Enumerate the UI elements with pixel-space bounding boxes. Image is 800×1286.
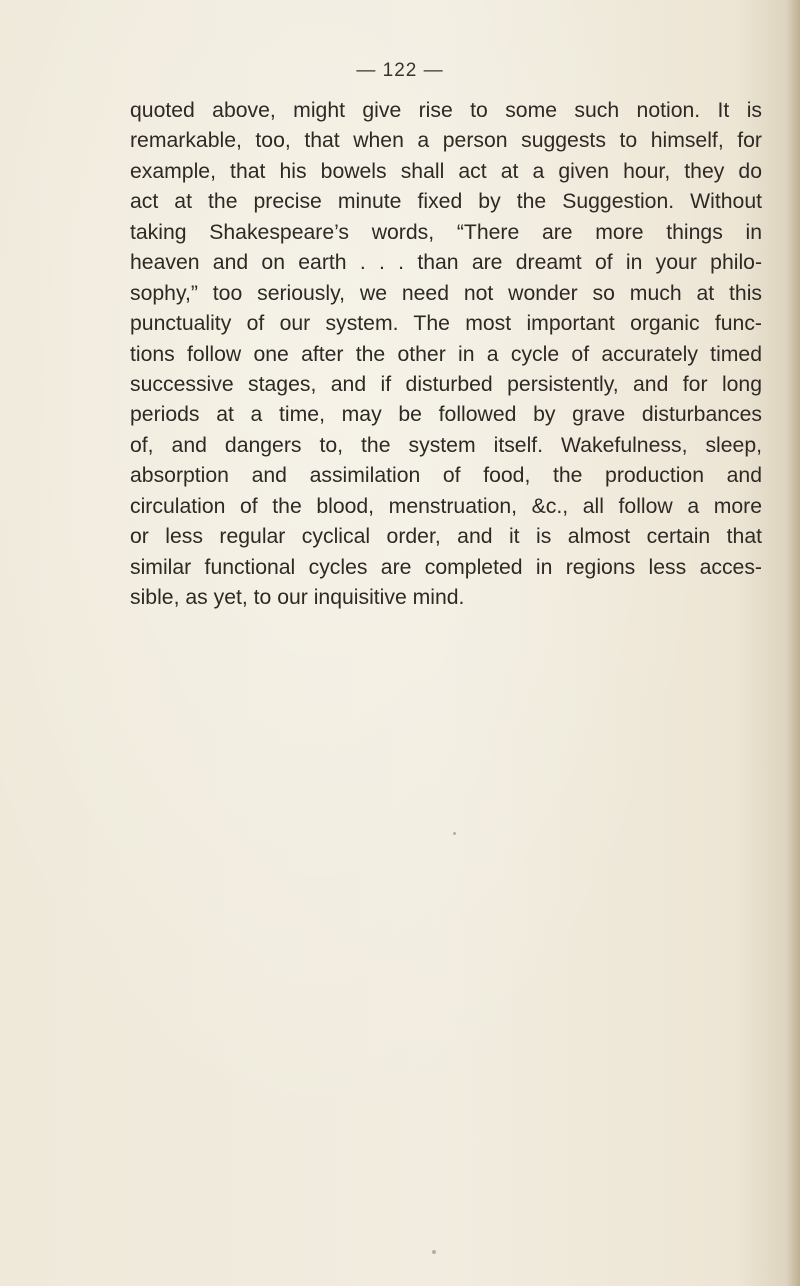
text-line: periods at a time, may be followed by grave disturbances bbox=[130, 403, 762, 427]
text-line: sophy,” too seriously, we need not wonder so much at this bbox=[130, 281, 762, 305]
text-line: of, and dangers to, the system itself. Wakefulness, sleep, bbox=[130, 433, 762, 457]
text-line: sible, as yet, to our inquisitive mind. bbox=[130, 586, 465, 609]
page-number: — 122 — bbox=[356, 60, 444, 81]
page-edge-shadow bbox=[786, 0, 800, 1286]
body-paragraph bbox=[130, 96, 762, 613]
paper-speck bbox=[432, 1250, 436, 1254]
text-line: quoted above, might give rise to some such notion. It is bbox=[130, 99, 762, 122]
text-line: remarkable, too, that when a person suggests to himself, for bbox=[130, 129, 762, 153]
text-line: similar functional cycles are completed in regions less acces- bbox=[130, 555, 762, 579]
text-line: taking Shakespeare’s words, “There are more things in bbox=[130, 220, 762, 244]
text-line: example, that his bowels shall act at a given hour, they do bbox=[130, 159, 762, 183]
text-line: absorption and assimilation of food, the production and bbox=[130, 464, 762, 488]
text-line: or less regular cyclical order, and it is almost certain that bbox=[130, 525, 762, 549]
text-line: act at the precise minute fixed by the Suggestion. Without bbox=[130, 190, 762, 214]
text-line: circulation of the blood, menstruation, &c., all follow a more bbox=[130, 494, 762, 518]
text-line: tions follow one after the other in a cycle of accurately timed bbox=[130, 342, 762, 366]
text-line: successive stages, and if disturbed persistently, and for long bbox=[130, 372, 762, 396]
text-line: heaven and on earth . . . than are dreamt of in your philo- bbox=[130, 251, 762, 275]
paper-speck bbox=[453, 832, 456, 835]
text-line: punctuality of our system. The most important organic func- bbox=[130, 312, 762, 336]
